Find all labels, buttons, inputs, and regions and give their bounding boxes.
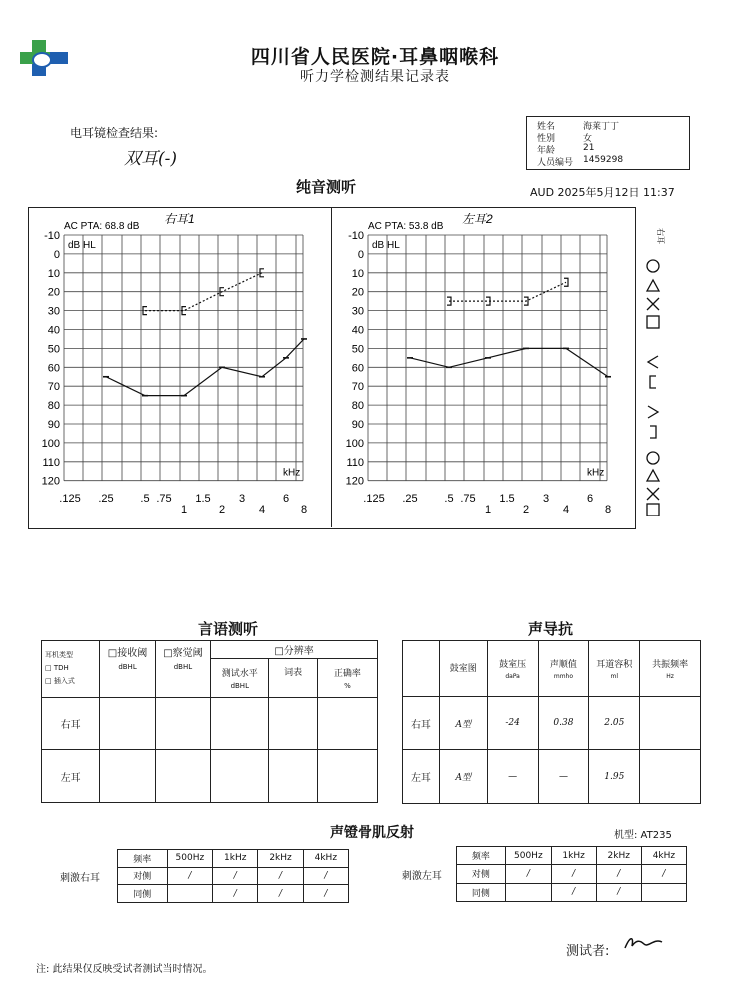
list-header: 词表 (269, 659, 317, 697)
tympan-h-resonance: 共振频率 Hz (640, 641, 701, 697)
tester-label: 测试者: (566, 944, 610, 959)
reflex-r-ipsi: 对侧 (117, 867, 167, 885)
x-tick-label: .5 (444, 493, 454, 505)
ear-title: 左耳2 (462, 212, 493, 226)
pure-tone-title: 纯音测听 (296, 178, 357, 196)
reflex-l-ipsi: 对侧 (456, 865, 505, 883)
legend-x-icon (647, 298, 659, 310)
x-tick-label: 3 (238, 493, 246, 505)
x-tick-label: 1 (180, 504, 188, 516)
reflex-r-freq-label: 频率 (117, 850, 167, 868)
otoscope-value: 双耳(-) (124, 149, 178, 169)
tympan-r-pressure: -24 (487, 697, 538, 750)
audiogram-right (28, 207, 331, 527)
id-label: 人员编号 (537, 158, 574, 168)
name-value: 海莱丁丁 (583, 122, 620, 132)
x-tick-label: 8 (604, 504, 612, 516)
name-label: 姓名 (537, 122, 556, 132)
reflex-table-right: 刺激右耳 频率 500Hz 1kHz 2kHz 4kHz 对侧 / / / / 同侧 / / / (43, 849, 349, 903)
y-tick-label: 20 (47, 286, 60, 299)
x-tick-label: 1 (484, 504, 492, 516)
sdt-header: □察觉阈 dBHL (155, 641, 210, 698)
y-tick-label: 40 (351, 324, 364, 337)
otoscope-label: 电耳镜检查结果: (70, 126, 159, 140)
x-tick-label: 1.5 (195, 493, 211, 505)
y-tick-label: 110 (346, 456, 364, 469)
x-tick-label: .5 (140, 493, 150, 505)
x-tick-label: 1.5 (499, 493, 515, 505)
sex-label: 性别 (537, 134, 556, 144)
legend-gt-icon (648, 406, 658, 418)
aud-datetime: AUD 2025年5月12日 11:37 (530, 186, 675, 199)
x-tick-label: 3 (542, 493, 550, 505)
legend-right-1: 右耳 (656, 228, 665, 244)
y-tick-label: 70 (351, 381, 364, 394)
tester-signature (622, 932, 672, 956)
tympan-h-compliance: 声顺值 mmho (538, 641, 589, 697)
tympan-r-resonance (640, 697, 701, 750)
y-tick-label: 100 (41, 437, 60, 450)
reflex-l-freq-label: 频率 (456, 847, 505, 865)
reflex-l-f1k: 1kHz (551, 847, 596, 865)
tympan-l-pressure: — (487, 750, 538, 804)
y-tick-label: 30 (47, 305, 60, 318)
y-tick-label: 0 (357, 248, 364, 261)
tympan-l-volume: 1.95 (589, 750, 640, 804)
y-tick-label: 120 (345, 475, 364, 488)
age-value: 21 (583, 143, 595, 153)
tympan-r-compliance: 0.38 (538, 697, 589, 750)
tympan-row-left: 左耳 (403, 750, 440, 804)
pta-label: AC PTA: 53.8 dB (368, 221, 444, 232)
x-tick-label: .75 (460, 493, 476, 505)
x-tick-label: 4 (562, 504, 570, 516)
tympan-r-type: A型 (439, 697, 487, 750)
reflex-title: 声镫骨肌反射 (330, 825, 414, 841)
tympan-table (402, 640, 701, 804)
tympan-row-right: 右耳 (403, 697, 440, 750)
pta-label: AC PTA: 68.8 dB (64, 221, 140, 232)
speech-table (41, 640, 378, 803)
y-tick-label: 10 (351, 267, 364, 280)
legend-x2-icon (647, 488, 659, 500)
legend-circle2-icon (647, 452, 659, 464)
y-tick-label: 120 (41, 475, 60, 488)
x-tick-label: .125 (363, 493, 385, 505)
tdh-option: TDH (53, 664, 69, 673)
reflex-table-left: 刺激左耳 频率 500Hz 1kHz 2kHz 4kHz 对侧 / / / / 同侧 / / (388, 846, 687, 902)
tympan-h-pressure: 鼓室压 daPa (487, 641, 538, 697)
audiogram-legend (640, 216, 670, 516)
x-tick-label: 6 (282, 493, 290, 505)
speech-title: 言语测听 (198, 620, 259, 638)
khz-label: kHz (587, 467, 605, 479)
reflex-r-f500: 500Hz (167, 850, 212, 868)
insert-option: 插入式 (53, 677, 75, 686)
y-tick-label: 30 (351, 305, 364, 318)
tympan-title: 声导抗 (528, 620, 574, 638)
y-tick-label: 90 (351, 419, 364, 431)
headphone-type-label: 耳机类型 (45, 651, 73, 660)
reflex-l-contra: 同侧 (456, 883, 505, 901)
speech-headphone-cell: 耳机类型 □ TDH □ 插入式 (42, 641, 100, 698)
speech-row-right: 右耳 (42, 697, 100, 750)
unit-label: dB HL (372, 240, 400, 251)
y-tick-label: 50 (47, 343, 60, 356)
level-header: 测试水平 dBHL (211, 659, 269, 697)
x-tick-label: .25 (402, 493, 418, 505)
khz-label: kHz (283, 467, 301, 479)
y-tick-label: 50 (351, 343, 364, 356)
audiogram-left (332, 207, 634, 527)
x-tick-label: 4 (258, 504, 266, 516)
y-tick-label: -10 (348, 230, 364, 242)
x-tick-label: .75 (156, 493, 172, 505)
tympan-l-compliance: — (538, 750, 589, 804)
page-title: 四川省人民医院·耳鼻咽喉科 (250, 46, 500, 68)
legend-square-icon (647, 316, 659, 328)
rate-header: 正确率 % (317, 659, 377, 697)
legend-triangle2-icon (647, 470, 659, 481)
y-tick-label: 40 (47, 324, 60, 337)
reflex-l-f4k: 4kHz (641, 847, 686, 865)
tympan-l-resonance (640, 750, 701, 804)
y-tick-label: 90 (47, 419, 60, 431)
footer-note: 注: 此结果仅反映受试者测试当时情况。 (36, 964, 213, 975)
legend-triangle-icon (647, 280, 659, 291)
reflex-right-label: 刺激右耳 (59, 872, 100, 884)
wrs-header: □分辨率 (211, 641, 378, 659)
sex-value: 女 (583, 134, 593, 144)
age-label: 年龄 (537, 146, 556, 156)
legend-circle-icon (647, 260, 659, 272)
ear-title: 右耳1 (164, 212, 195, 226)
x-tick-label: 8 (300, 504, 308, 516)
y-tick-label: 100 (345, 437, 364, 450)
reflex-left-label: 刺激左耳 (401, 870, 442, 882)
reflex-r-contra: 同侧 (117, 885, 167, 903)
id-value: 1459298 (583, 155, 624, 165)
y-tick-label: 20 (351, 286, 364, 299)
x-tick-label: 6 (586, 493, 594, 505)
x-tick-label: 2 (522, 504, 530, 516)
legend-square2-icon (647, 504, 659, 516)
y-tick-label: 70 (47, 381, 60, 394)
y-tick-label: 80 (47, 400, 60, 413)
srt-header: □接收阈 dBHL (100, 641, 155, 698)
y-tick-label: 60 (351, 362, 364, 375)
patient-info-box (526, 116, 690, 170)
reflex-r-f1k: 1kHz (213, 850, 258, 868)
air-conduction-line (410, 348, 608, 376)
legend-bracket-left-icon (650, 376, 656, 388)
legend-bracket-right-icon (650, 426, 656, 438)
y-tick-label: 110 (42, 456, 60, 469)
x-tick-label: 2 (218, 504, 226, 516)
tympan-h-volume: 耳道容积 ml (589, 641, 640, 697)
reflex-l-f500: 500Hz (506, 847, 551, 865)
page-subtitle: 听力学检测结果记录表 (300, 69, 450, 85)
reflex-l-f2k: 2kHz (596, 847, 641, 865)
y-tick-label: 60 (47, 362, 60, 375)
legend-lt-icon (648, 356, 658, 368)
x-tick-label: .125 (59, 493, 81, 505)
y-tick-label: 80 (351, 400, 364, 413)
reflex-r-f4k: 4kHz (303, 850, 348, 868)
reflex-device: 机型: AT235 (614, 830, 672, 841)
tympan-l-type: A型 (439, 750, 487, 804)
y-tick-label: 10 (47, 267, 60, 280)
tympan-r-volume: 2.05 (589, 697, 640, 750)
x-tick-label: .25 (98, 493, 114, 505)
y-tick-label: 0 (53, 248, 60, 261)
tympan-h-type: 鼓室图 (439, 641, 487, 697)
y-tick-label: -10 (44, 230, 60, 242)
speech-row-left: 左耳 (42, 750, 100, 803)
reflex-r-f2k: 2kHz (258, 850, 303, 868)
unit-label: dB HL (68, 240, 96, 251)
